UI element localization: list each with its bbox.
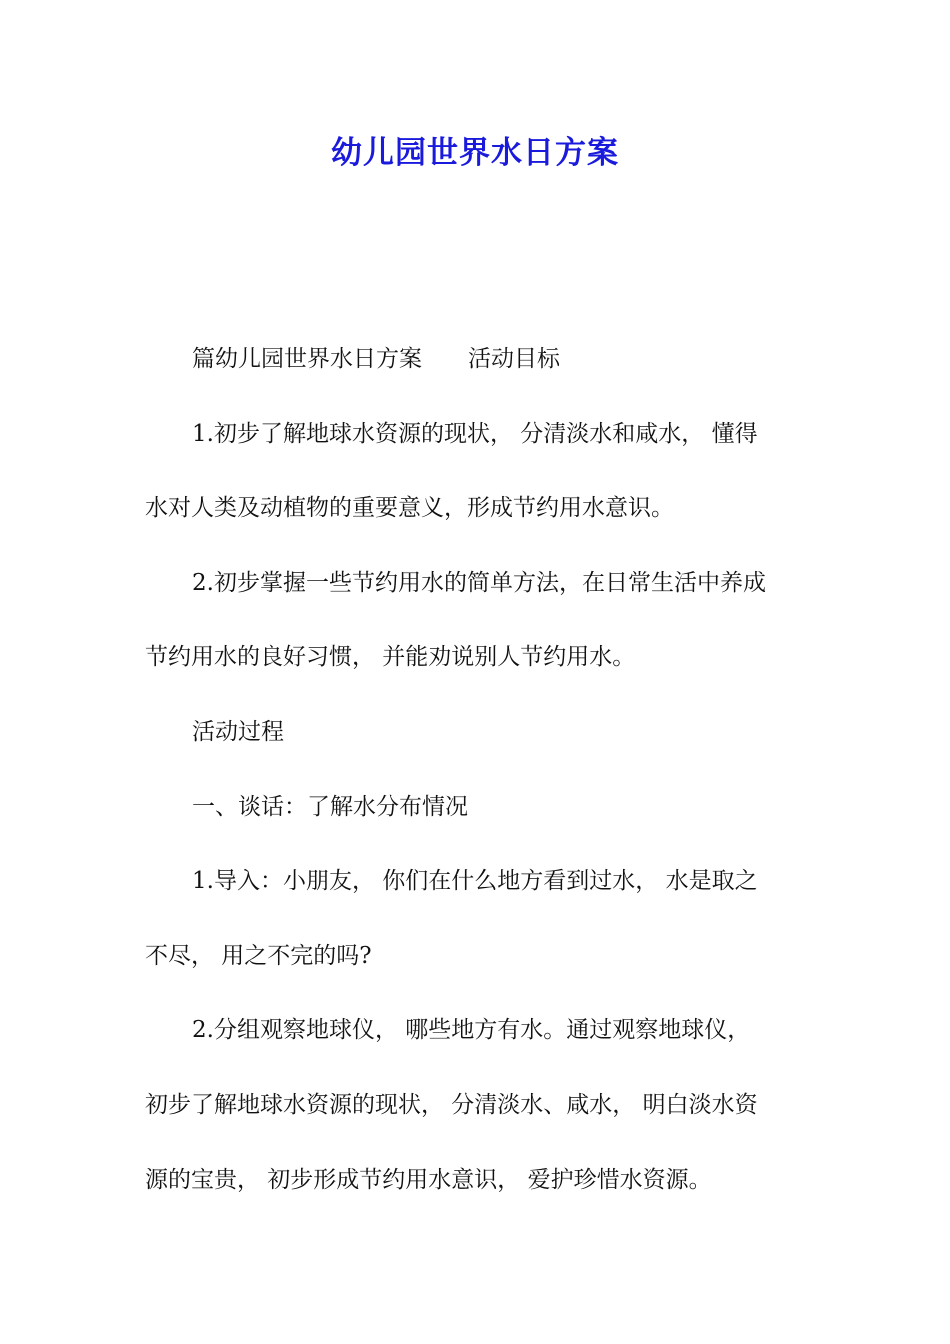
- paragraph-line: 1.导入：小朋友， 你们在什么地方看到过水， 水是取之: [192, 868, 758, 895]
- section-heading: [145, 335, 807, 410]
- paragraph-line: 2.分组观察地球仪， 哪些地方有水。通过观察地球仪，: [192, 1017, 751, 1044]
- paragraph-line: 节约用水的良好习惯， 并能劝说别人节约用水。: [145, 644, 636, 671]
- paragraph-line: 水对人类及动植物的重要意义，形成节约用水意识。: [145, 495, 674, 522]
- paragraph-line: 2.初步掌握一些节约用水的简单方法，在日常生活中养成: [192, 569, 766, 596]
- paragraph-line: 源的宝贵， 初步形成节约用水意识， 爱护珍惜水资源。: [145, 1166, 712, 1193]
- paragraph-line: 初步了解地球水资源的现状， 分清淡水、咸水， 明白淡水资: [145, 1091, 758, 1118]
- heading-right: 活动目标: [468, 346, 560, 372]
- document-title: 幼儿园世界水日方案: [331, 135, 619, 171]
- document-body: [145, 335, 807, 1230]
- heading-left: 篇幼儿园世界水日方案: [192, 346, 422, 372]
- paragraph-line: 不尽， 用之不完的吗?: [145, 942, 372, 969]
- subsection-heading: 一、谈话：了解水分布情况: [192, 793, 468, 820]
- paragraph-line: 1.初步了解地球水资源的现状， 分清淡水和咸水， 懂得: [192, 420, 758, 447]
- section-heading: 活动过程: [192, 718, 284, 745]
